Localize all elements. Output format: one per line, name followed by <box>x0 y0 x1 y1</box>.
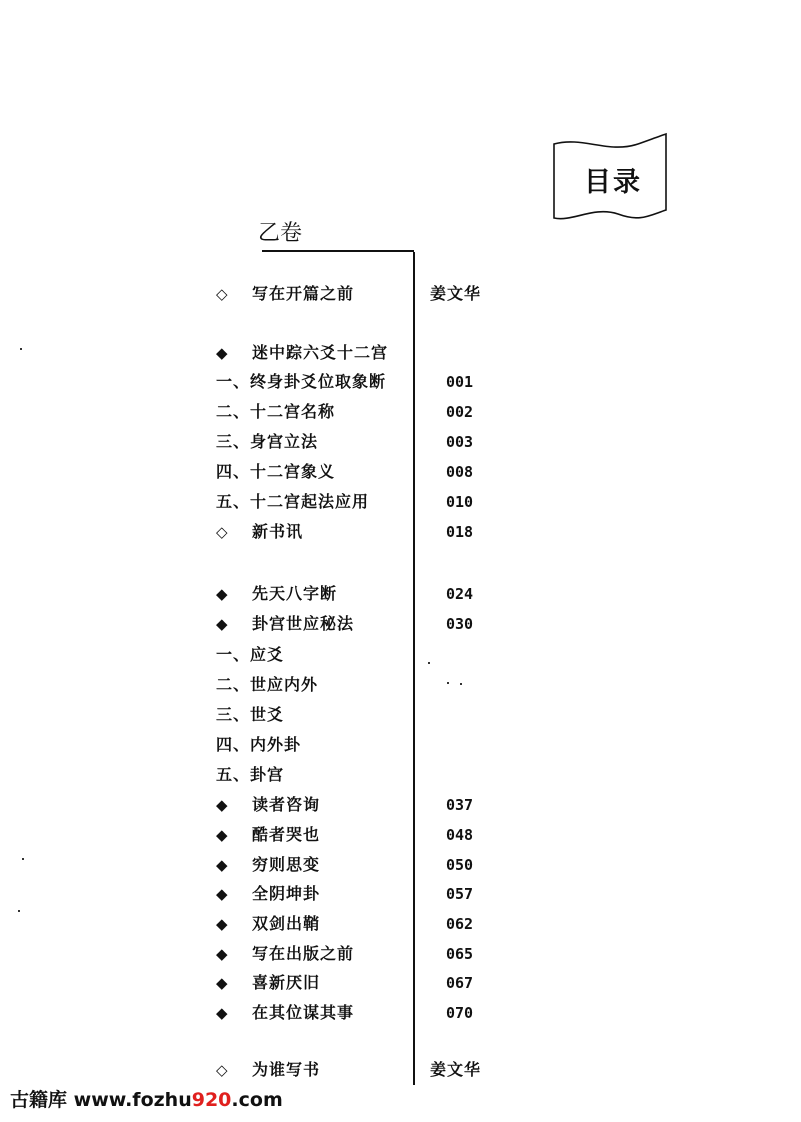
filled-diamond-icon: ◆ <box>216 585 228 603</box>
entry-page: 018 <box>446 523 474 541</box>
entry-author: 姜文华 <box>430 284 482 303</box>
entry-title: 为谁写书 <box>252 1060 321 1079</box>
toc-entry <box>216 673 506 697</box>
entry-page: 050 <box>446 856 474 874</box>
scan-speck <box>447 682 449 684</box>
entry-page: 001 <box>446 373 474 391</box>
toc-heading: 目录 <box>584 167 642 198</box>
filled-diamond-icon: ◆ <box>216 796 228 814</box>
entry-title: 写在开篇之前 <box>252 284 355 303</box>
scan-speck <box>428 662 430 664</box>
toc-entry <box>216 942 506 966</box>
entry-title: 双剑出鞘 <box>252 914 321 933</box>
entry-page: 024 <box>446 585 474 603</box>
entry-page: 057 <box>446 885 474 903</box>
filled-diamond-icon: ◆ <box>216 974 228 992</box>
filled-diamond-icon: ◆ <box>216 826 228 844</box>
toc-entry <box>216 282 506 306</box>
entry-title: 四、内外卦 <box>216 735 302 754</box>
toc-entry <box>216 490 506 514</box>
entry-page: 048 <box>446 826 474 844</box>
toc-entry <box>216 793 506 817</box>
entry-page: 037 <box>446 796 474 814</box>
filled-diamond-icon: ◆ <box>216 856 228 874</box>
entry-title: 一、应爻 <box>216 645 285 664</box>
watermark-url-prefix: www.fozhu <box>73 1089 192 1111</box>
site-watermark <box>10 1085 283 1112</box>
entry-title: 二、十二宫名称 <box>216 402 336 421</box>
entry-page: 002 <box>446 403 474 421</box>
toc-entry <box>216 430 506 454</box>
scan-speck <box>22 858 24 860</box>
toc-entry <box>216 643 506 667</box>
toc-entry <box>216 520 506 544</box>
entry-title: 喜新厌旧 <box>252 973 321 992</box>
entry-title: 在其位谋其事 <box>252 1003 355 1022</box>
outline-diamond-icon: ◇ <box>216 285 228 303</box>
entry-title: 写在出版之前 <box>252 944 355 963</box>
toc-entry <box>216 823 506 847</box>
toc-entry <box>216 370 506 394</box>
toc-entry <box>216 1058 506 1082</box>
toc-entry <box>216 460 506 484</box>
entry-page: 062 <box>446 915 474 933</box>
entry-page: 067 <box>446 974 474 992</box>
volume-title: 乙卷 <box>258 221 303 246</box>
entry-title: 五、十二宫起法应用 <box>216 492 370 511</box>
toc-entry <box>216 763 506 787</box>
outline-diamond-icon: ◇ <box>216 1061 228 1079</box>
filled-diamond-icon: ◆ <box>216 885 228 903</box>
filled-diamond-icon: ◆ <box>216 915 228 933</box>
outline-diamond-icon: ◇ <box>216 523 228 541</box>
entry-page: 065 <box>446 945 474 963</box>
toc-entry <box>216 912 506 936</box>
toc-entry <box>216 582 506 606</box>
toc-entry <box>216 853 506 877</box>
entry-author: 姜文华 <box>430 1060 482 1079</box>
toc-entry <box>216 400 506 424</box>
scan-speck <box>460 683 462 685</box>
entry-title: 穷则思变 <box>252 855 321 874</box>
entry-title: 迷中踪六爻十二宫 <box>252 343 389 362</box>
filled-diamond-icon: ◆ <box>216 945 228 963</box>
entry-title: 卦宫世应秘法 <box>252 614 355 633</box>
entry-title: 三、身宫立法 <box>216 432 319 451</box>
entry-title: 四、十二宫象义 <box>216 462 336 481</box>
toc-entry <box>216 733 506 757</box>
entry-title: 先天八字断 <box>252 584 338 603</box>
entry-title: 二、世应内外 <box>216 675 319 694</box>
filled-diamond-icon: ◆ <box>216 344 228 362</box>
filled-diamond-icon: ◆ <box>216 1004 228 1022</box>
entry-title: 全阴坤卦 <box>252 884 321 903</box>
entry-title: 新书讯 <box>252 522 304 541</box>
entry-page: 003 <box>446 433 474 451</box>
toc-entry <box>216 882 506 906</box>
entry-title: 三、世爻 <box>216 705 285 724</box>
entry-page: 070 <box>446 1004 474 1022</box>
entry-page: 030 <box>446 615 474 633</box>
toc-entry <box>216 703 506 727</box>
toc-entry <box>216 612 506 636</box>
scan-speck <box>18 910 20 912</box>
filled-diamond-icon: ◆ <box>216 615 228 633</box>
watermark-site-name: 古籍库 <box>10 1089 68 1111</box>
entry-page: 010 <box>446 493 474 511</box>
toc-entry <box>216 1001 506 1025</box>
entry-title: 读者咨询 <box>252 795 321 814</box>
watermark-url-suffix: .com <box>231 1089 283 1111</box>
toc-entry <box>216 341 506 365</box>
watermark-url-number: 920 <box>191 1089 232 1111</box>
toc-entry <box>216 971 506 995</box>
scan-speck <box>20 348 22 350</box>
entry-title: 一、终身卦爻位取象断 <box>216 372 387 391</box>
entry-title: 五、卦宫 <box>216 765 285 784</box>
entry-page: 008 <box>446 463 474 481</box>
entry-title: 酷者哭也 <box>252 825 321 844</box>
